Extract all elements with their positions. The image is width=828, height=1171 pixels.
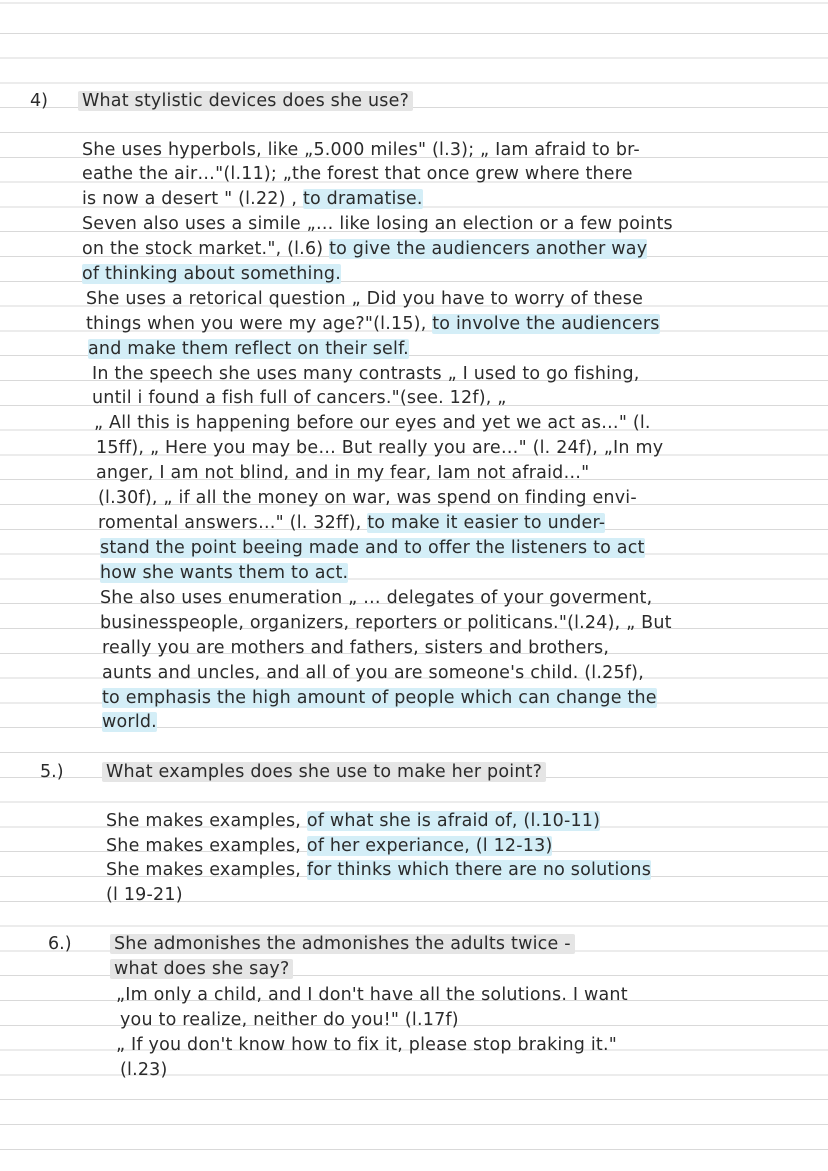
question-5-highlight: What examples does she use to make her point? bbox=[102, 762, 546, 782]
answer-4-line-23-highlight: to emphasis the high amount of people which can change the bbox=[102, 688, 657, 708]
answer-4-line-5-quote: on the stock market.", (l.6) bbox=[82, 239, 330, 259]
answer-4-line-21: really you are mothers and fathers, sisters and brothers, bbox=[102, 638, 610, 658]
answer-4-line-15: (l.30f), „ if all the money on war, was spend on finding envi- bbox=[98, 488, 637, 508]
answer-4-line-23 bbox=[102, 686, 657, 710]
question-5-text bbox=[102, 760, 546, 784]
answer-4-line-3-quote: is now a desert " (l.22) , bbox=[82, 189, 303, 209]
answer-4-line-16 bbox=[98, 511, 605, 535]
question-6-highlight-2: what does she say? bbox=[110, 959, 293, 979]
answer-4-line-12: „ All this is happening before our eyes and yet we act as…" (l. bbox=[94, 413, 651, 433]
answer-4-line-5 bbox=[82, 237, 647, 261]
answer-6-line-2: you to realize, neither do you!" (l.17f) bbox=[120, 1010, 459, 1030]
answer-4-line-4: Seven also uses a simile „… like losing an election or a few points bbox=[82, 214, 673, 234]
question-6-text-line-1 bbox=[110, 932, 575, 956]
question-6-number: 6.) bbox=[48, 934, 72, 954]
answer-4-line-3-highlight: to dramatise. bbox=[302, 189, 423, 209]
question-4-highlight: What stylistic devices does she use? bbox=[78, 91, 413, 111]
answer-5-line-3-highlight: for thinks which there are no solutions bbox=[306, 860, 652, 880]
answer-6-line-3: „ If you don't know how to fix it, please stop braking it." bbox=[116, 1035, 617, 1055]
answer-5-line-1 bbox=[106, 809, 600, 833]
answer-4-line-5-highlight: to give the audiencers another way bbox=[329, 239, 648, 259]
answer-4-line-16-highlight: to make it easier to under- bbox=[367, 513, 606, 533]
answer-4-line-13: 15ff), „ Here you may be… But really you are…" (l. 24f), „In my bbox=[96, 438, 664, 458]
answer-4-line-9-highlight: and make them reflect on their self. bbox=[88, 339, 409, 359]
answer-4-line-24-highlight: world. bbox=[102, 712, 157, 732]
question-6-highlight-1: She admonishes the admonishes the adults twice - bbox=[110, 934, 575, 954]
answer-4-line-9 bbox=[88, 337, 409, 361]
answer-5-line-4: (l 19-21) bbox=[106, 885, 183, 905]
answer-4-line-20: businesspeople, organizers, reporters or politicans."(l.24), „ But bbox=[100, 613, 672, 633]
answer-4-line-24 bbox=[102, 710, 157, 734]
answer-4-line-7: She uses a retorical question „ Did you have to worry of these bbox=[86, 289, 644, 309]
answer-5-line-3 bbox=[106, 858, 651, 882]
answer-4-line-22: aunts and uncles, and all of you are someone's child. (l.25f), bbox=[102, 663, 644, 683]
answer-4-line-3 bbox=[82, 187, 423, 211]
answer-4-line-10: In the speech she uses many contrasts „ I used to go fishing, bbox=[92, 364, 640, 384]
answer-5-line-2-start: She makes examples, bbox=[106, 836, 307, 856]
answer-4-line-11: until i found a fish full of cancers."(see. 12f), „ bbox=[92, 388, 507, 408]
answer-4-line-14: anger, I am not blind, and in my fear, Iam not afraid…" bbox=[96, 463, 590, 483]
question-5-number: 5.) bbox=[40, 762, 64, 782]
answer-4-line-1: She uses hyperbols, like „5.000 miles" (l.3); „ Iam afraid to br- bbox=[82, 140, 640, 160]
answer-5-line-2-highlight: of her experiance, (l 12-13) bbox=[306, 836, 553, 856]
answer-4-line-17-highlight: stand the point beeing made and to offer the listeners to act bbox=[100, 538, 645, 558]
answer-4-line-2: eathe the air…"(l.11); „the forest that once grew where there bbox=[82, 164, 633, 184]
answer-4-line-19: She also uses enumeration „ … delegates of your goverment, bbox=[100, 588, 653, 608]
question-6-text-line-2 bbox=[110, 957, 293, 981]
answer-4-line-6-highlight: of thinking about something. bbox=[82, 264, 341, 284]
answer-4-line-17 bbox=[100, 536, 645, 560]
answer-5-line-3-start: She makes examples, bbox=[106, 860, 307, 880]
answer-4-line-8-quote: things when you were my age?"(l.15), bbox=[86, 314, 433, 334]
answer-4-line-16-quote: romental answers…" (l. 32ff), bbox=[98, 513, 368, 533]
answer-6-line-4: (l.23) bbox=[120, 1060, 168, 1080]
question-4-text bbox=[78, 89, 413, 113]
answer-5-line-1-highlight: of what she is afraid of, (l.10-11) bbox=[306, 811, 601, 831]
answer-5-line-2 bbox=[106, 834, 552, 858]
question-4-number: 4) bbox=[30, 91, 48, 111]
answer-4-line-6 bbox=[82, 262, 341, 286]
answer-5-line-1-start: She makes examples, bbox=[106, 811, 307, 831]
answer-4-line-18-highlight: how she wants them to act. bbox=[100, 563, 349, 583]
answer-4-line-8 bbox=[86, 312, 660, 336]
answer-4-line-18 bbox=[100, 561, 348, 585]
answer-6-line-1: „Im only a child, and I don't have all the solutions. I want bbox=[116, 985, 628, 1005]
answer-4-line-8-highlight: to involve the audiencers bbox=[432, 314, 660, 334]
